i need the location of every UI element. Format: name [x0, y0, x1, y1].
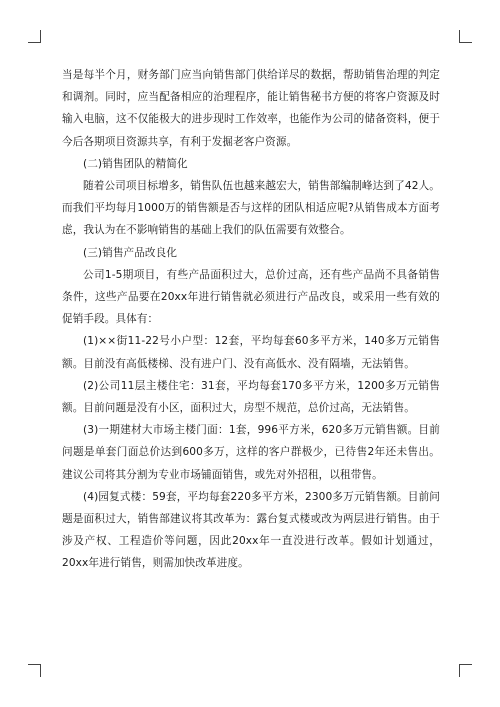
- crop-mark-bottom-left: [28, 664, 41, 677]
- crop-mark-bottom-right: [459, 664, 472, 677]
- section-heading-team: (二)销售团队的精简化: [83, 157, 188, 170]
- paragraph-product: 公司1-5期项目，有些产品面积过大，总价过高，还有些产品尚不具备销售条件，这些产品要在20xx年进行销售就必须进行产品改良，或采用一些有效的促销手段。具体有：: [62, 268, 440, 326]
- crop-mark-top-left: [28, 30, 41, 43]
- paragraph-team: 随着公司项目标增多，销售队伍也越来越宏大，销售部编制峰达到了42人。而我们平均每月1000万的销售额是否与这样的团队相适应呢?从销售成本方面考虑，我认为在不影响销售的基础上我们的队伍需要有效整合。: [62, 180, 440, 237]
- crop-mark-top-right: [459, 30, 472, 43]
- paragraph-intro: 当是每半个月，财务部门应当向销售部门供给详尽的数据，帮助销售治理的判定和调剂。同时，应当配备相应的治理程序，能让销售秘书方便的将客户资源及时输入电脑，这不仅能极大的进步现时工作效率，也能作为公司的储备资料，便于今后各期项目资源共享，有利于发掘老客户资源。: [62, 69, 440, 148]
- list-item-storefront: (3)一期建材大市场主楼门面：1套，996平方米，620多万元销售额。目前问题是单套门面总价达到600多万，这样的客户群极少，已待售2年还未售出。建议公司将其分割为专业市场铺面销售，或先对外招租，以租带售。: [62, 424, 440, 481]
- section-heading-product: (三)销售产品改良化: [83, 246, 178, 259]
- list-item-main-building: (2)公司11层主楼住宅：31套，平均每套170多平方米，1200多万元销售额。目前问题是没有小区，面积过大，房型不规范，总价过高，无法销售。: [62, 379, 440, 415]
- list-item-small-units: (1)××街11-22号小户型：12套，平均每套60多平方米，140多万元销售额。目前没有高低楼梯、没有进户门、没有高低水、没有隔墙，无法销售。: [62, 335, 440, 370]
- document-body: [62, 64, 440, 575]
- list-item-duplex: (4)园复式楼：59套，平均每套220多平方米，2300多万元销售额。目前问题是面积过大，销售部建议将其改革为：露台复式楼或改为两层进行销售。由于涉及产权、工程造价等问题，因此20xx年一直没进行改革。假如计划通过，20xx年进行销售，则需加快改革进度。: [62, 490, 440, 570]
